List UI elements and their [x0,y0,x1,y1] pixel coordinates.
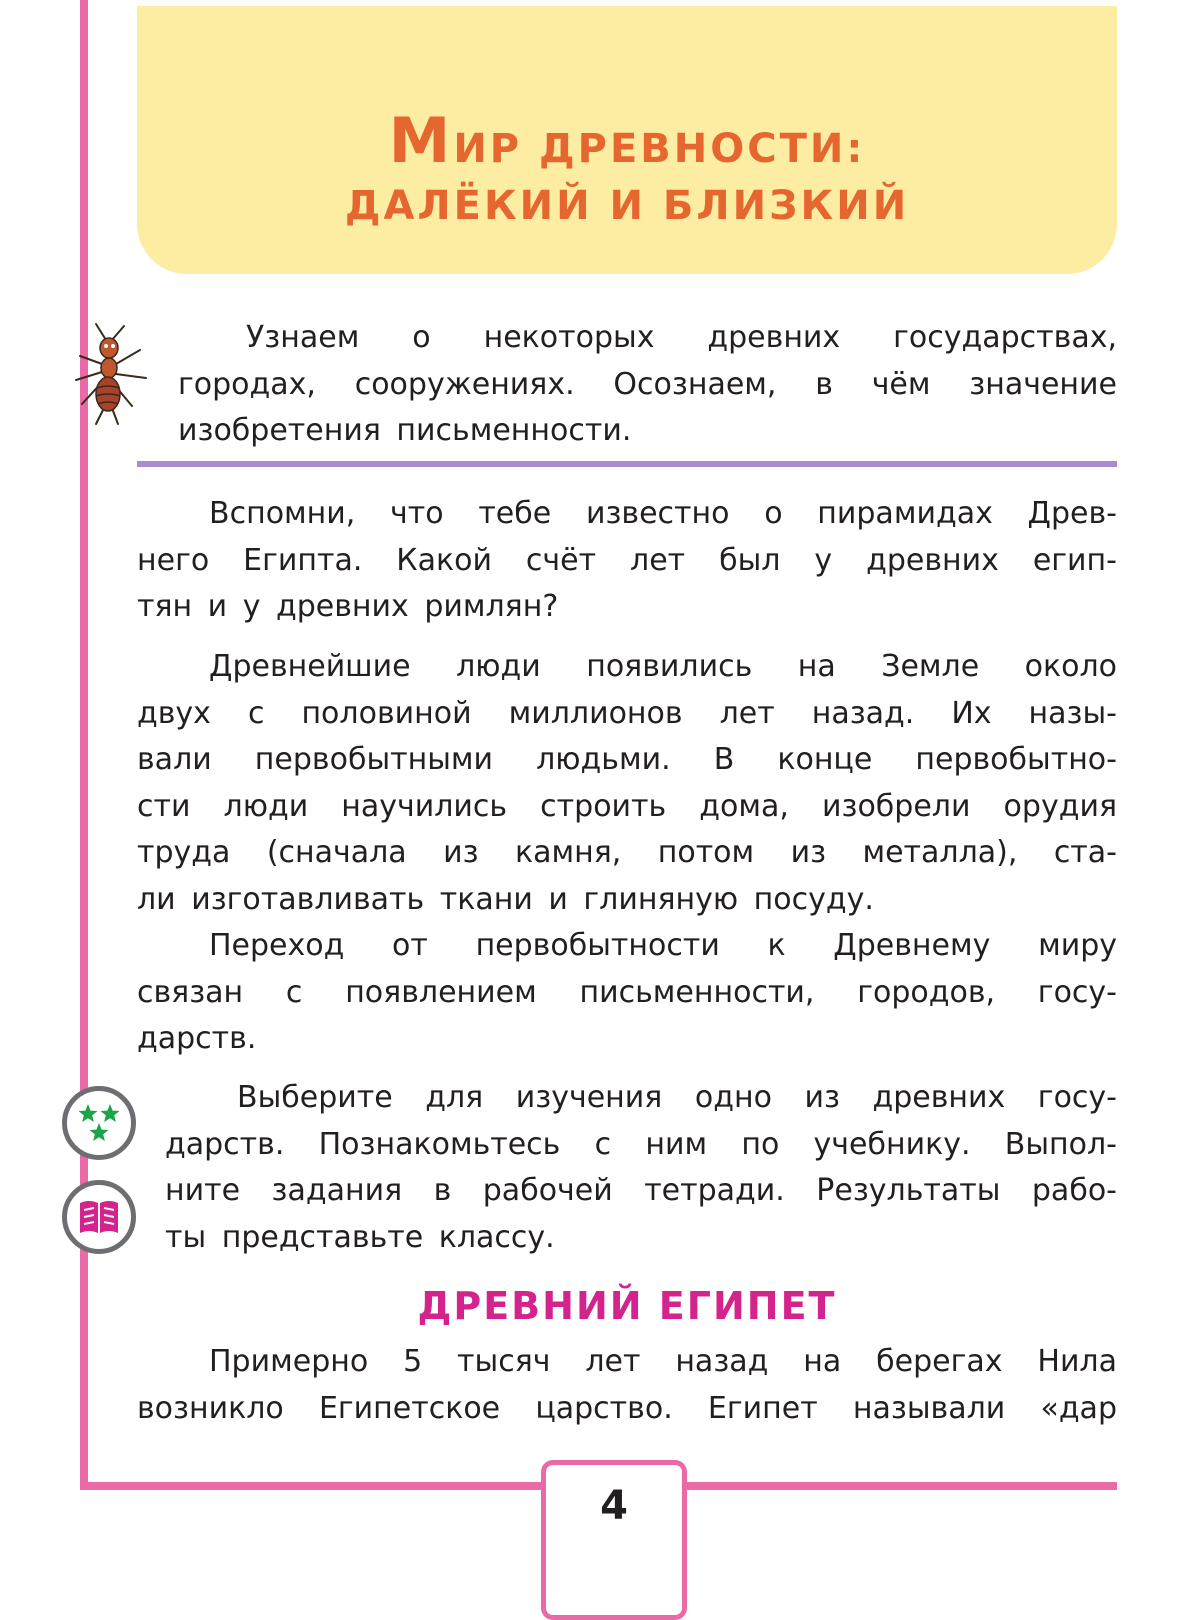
egypt-paragraph [137,1339,1117,1432]
intro-line: Узнаем о некоторых древних государствах, [246,320,1117,355]
section-heading: ДРЕВНИЙ ЕГИПЕТ [417,1284,837,1328]
page-number-box [541,1460,687,1620]
task-line: дарств. Познакомьтесь с ним по учебнику. Выпол- [165,1126,1117,1162]
task-line: ните задания в рабочей тетради. Результаты рабо- [165,1173,1117,1208]
transition-paragraph [137,923,1117,1063]
ancient-people-paragraph [137,644,1117,923]
chapter-title-line-1-rest: ИР ДРЕВНОСТИ: [453,125,866,172]
text-line: Вспомни, что тебе известно о пирамидах Древ- [209,496,1117,531]
open-book-icon [77,1197,121,1237]
chapter-title-initial: М [388,103,454,177]
text-line: Древнейшие люди появились на Земле около [209,649,1117,684]
workbook-badge [62,1180,136,1254]
text-line: него Египта. Какой счёт лет был у древних егип- [137,542,1117,578]
text-line: возникло Египетское царство. Египет называли «дар [137,1390,1117,1426]
text-line: Переход от первобытности к Древнему миру [209,928,1117,963]
chapter-title-line-1 [389,104,866,177]
text-line: ли изготавливать ткани и глиняную посуду. [137,881,874,917]
group-work-badge [62,1086,136,1160]
page-number: 4 [600,1483,628,1529]
page-frame-left [80,0,88,1490]
task-line: ты представьте классу. [165,1219,555,1255]
text-line: связан с появлением письменности, городов, госу- [137,974,1117,1010]
section-divider [137,461,1117,467]
chapter-title-banner [137,6,1117,274]
text-line: труда (сначала из камня, потом из металла), ста- [137,835,1117,870]
text-line: тян и у древних римлян? [137,589,559,624]
intro-line: изобретения письменности. [178,413,632,448]
task-paragraph [165,1075,1117,1261]
ant-icon [66,320,152,430]
lesson-goals [178,315,1117,455]
recall-paragraph [137,491,1117,631]
intro-line: городах, сооружениях. Осознаем, в чём значение [178,366,1117,402]
chapter-title-line-2: ДАЛЁКИЙ И БЛИЗКИЙ [344,182,910,229]
task-line: Выберите для изучения одно из древних госу- [237,1080,1117,1115]
three-stars-icon [76,1102,122,1144]
text-line: двух с половиной миллионов лет назад. Их назы- [137,695,1117,731]
text-line: дарств. [137,1021,257,1056]
text-line: вали первобытными людьми. В конце первобытно- [137,742,1117,777]
text-line: Примерно 5 тысяч лет назад на берегах Нила [209,1344,1117,1379]
text-line: сти люди научились строить дома, изобрели орудия [137,788,1117,824]
